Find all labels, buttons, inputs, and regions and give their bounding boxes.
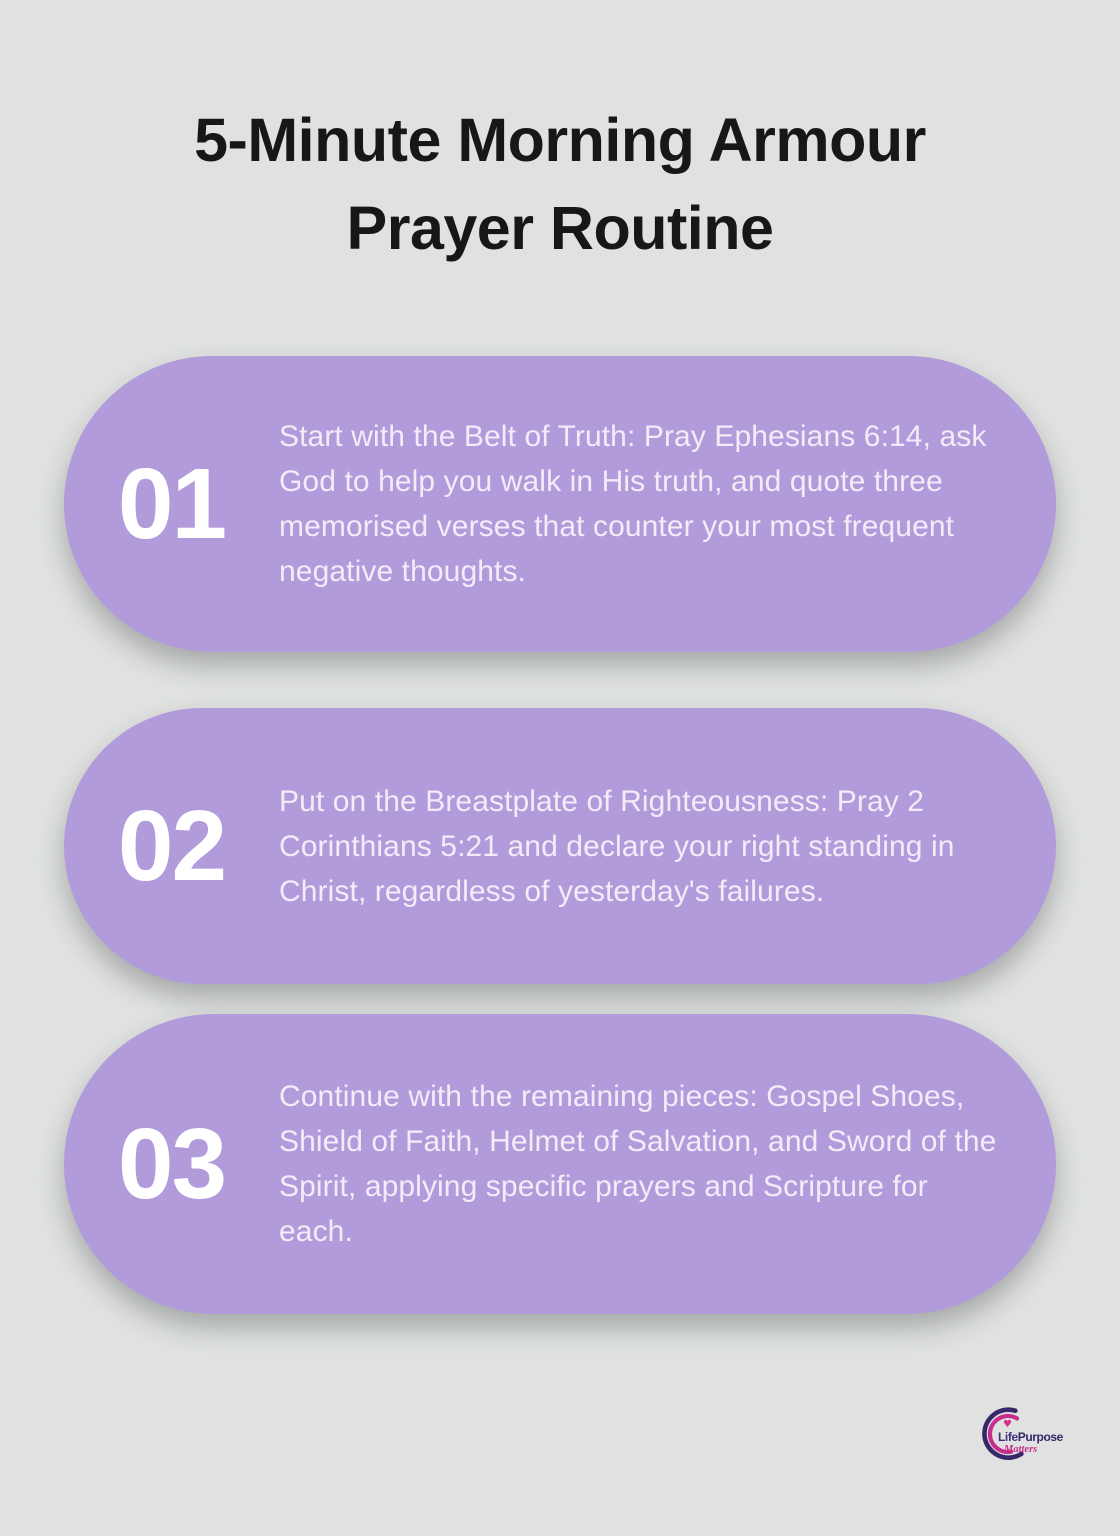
brand-tagline: Matters: [1004, 1444, 1038, 1455]
brand-word-life: Life: [998, 1430, 1018, 1444]
step-description-02: Put on the Breastplate of Righteousness: Pray 2 Corinthians 5:21 and declare your right standing in Christ, regardless of yesterday's failures.: [279, 784, 955, 908]
step-description-01: Start with the Belt of Truth: Pray Ephesians 6:14, ask God to help you walk in His truth, and quote three memorised verses that counter your most frequent negative thoughts.: [279, 420, 987, 588]
brand-logo: [976, 1402, 1064, 1466]
step-description-03: Continue with the remaining pieces: Gospel Shoes, Shield of Faith, Helmet of Salvation, and Sword of the Spirit, applying specific prayers and Scripture for each.: [279, 1080, 997, 1248]
page-title-line-1: 5-Minute Morning Armour: [194, 106, 926, 174]
step-number-02: 02: [117, 790, 226, 902]
brand-wordmark: [998, 1430, 1064, 1444]
step-card-01: [64, 356, 1056, 652]
page-title-line-2: Prayer Routine: [346, 194, 774, 262]
step-card-02: [64, 708, 1056, 984]
step-number-03: 03: [117, 1108, 226, 1220]
step-card-03: [64, 1014, 1056, 1314]
heart-icon: ♥: [1003, 1419, 1012, 1430]
page-title: [0, 96, 1120, 272]
step-number-01: 01: [117, 448, 226, 560]
brand-word-purpose: Purpose: [1017, 1430, 1063, 1444]
